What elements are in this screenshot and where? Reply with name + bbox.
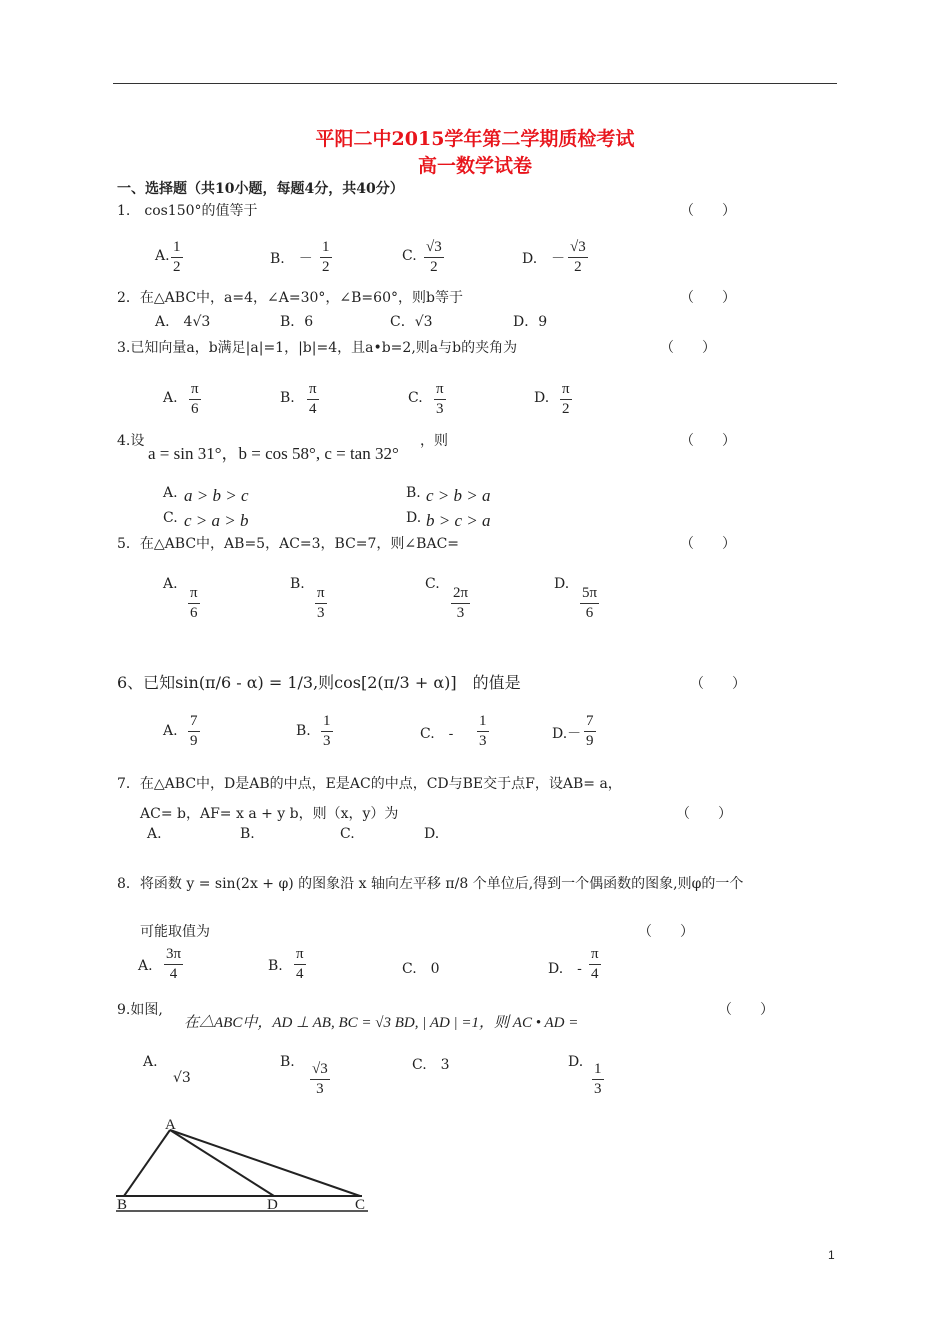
vertex-c-label: C	[355, 1197, 366, 1213]
option-a: A.	[163, 485, 178, 501]
question-expression: 在△ABC中，AD ⊥ AB, BC = √3 BD, | AD | =1，则 AC • AD =	[184, 1015, 579, 1031]
option-c: C．√3	[390, 314, 433, 330]
option-b-expression: c > b > a	[426, 486, 491, 505]
option-a-fraction: $\frac{7}{9}$	[190, 713, 198, 749]
option-a: A.	[163, 576, 178, 592]
option-c: C. -	[420, 726, 454, 742]
option-d: D. -	[548, 961, 582, 977]
option-b-fraction: $\frac{\pi}{4}$	[309, 381, 317, 417]
page-number: 1	[828, 1248, 835, 1262]
option-d-fraction: $\frac{\pi}{4}$	[591, 946, 599, 982]
vertex-b-label: B	[117, 1197, 128, 1213]
option-b-fraction: $\frac{√3}{3}$	[312, 1061, 328, 1097]
option-d: D.	[568, 1054, 584, 1070]
option-c-fraction: $\frac{2\pi}{3}$	[453, 585, 469, 621]
header-rule	[113, 83, 837, 84]
option-d-fraction: $\frac{1}{3}$	[594, 1061, 602, 1097]
answer-paren: （ ）	[718, 1002, 774, 1018]
option-b: B.	[280, 390, 295, 406]
option-b: B.	[290, 576, 305, 592]
option-a-fraction: $\frac{\pi}{6}$	[190, 585, 198, 621]
option-d: D.	[424, 826, 440, 842]
option-b: B.	[268, 958, 283, 974]
question-line-2: AC= b，AF= x a + y b，则（x，y）为	[140, 806, 399, 822]
option-c: C.	[340, 826, 355, 842]
option-d-expression: b > c > a	[426, 511, 491, 530]
answer-paren: （ ）	[676, 806, 732, 822]
option-d: D.	[406, 510, 422, 526]
option-d: D. －	[522, 251, 566, 267]
question-stem: 6、已知sin(π/6 - α) = 1/3,则cos[2(π/3 + α)] 的值是	[117, 673, 521, 692]
option-d: D．9	[513, 314, 548, 330]
option-c-expression: c > a > b	[184, 511, 249, 530]
option-b: B.	[296, 723, 311, 739]
option-c: C.	[425, 576, 440, 592]
answer-paren: （ ）	[660, 340, 716, 356]
option-b: B. －	[270, 251, 313, 267]
question-line-1: 7．在△ABC中，D是AB的中点，E是AC的中点，CD与BE交于点F，设AB= a，	[117, 776, 622, 792]
option-a-fraction: $\frac{\pi}{6}$	[191, 381, 199, 417]
answer-paren: （ ）	[690, 676, 746, 692]
option-d: D.－	[552, 726, 582, 742]
option-b: B．6	[280, 314, 314, 330]
question-stem: 5．在△ABC中，AB=5，AC=3，BC=7，则∠BAC=	[117, 536, 460, 552]
option-a: A.	[155, 248, 170, 264]
answer-paren: （ ）	[680, 290, 736, 306]
vertex-a-label: A	[165, 1117, 176, 1133]
option-a: A.	[143, 1054, 158, 1070]
exam-title: 平阳二中2015学年第二学期质检考试	[315, 128, 635, 150]
question-stem: 9.如图,	[117, 1002, 163, 1018]
answer-paren: （ ）	[680, 203, 736, 219]
option-d-fraction: $\frac{7}{9}$	[586, 713, 594, 749]
option-a: A.	[163, 390, 178, 406]
option-c: C.	[402, 248, 417, 264]
question-tail: ，则	[420, 433, 448, 449]
option-a: A. 4√3	[155, 314, 211, 330]
triangle-figure	[112, 1112, 374, 1217]
option-d-fraction: $\frac{\pi}{2}$	[562, 381, 570, 417]
option-c-fraction: $\frac{√3}{2}$	[426, 239, 442, 275]
option-c: C. 3	[412, 1057, 450, 1073]
option-c: C. 0	[402, 961, 440, 977]
option-b-fraction: $\frac{\pi}{3}$	[317, 585, 325, 621]
option-c-fraction: $\frac{1}{3}$	[479, 713, 487, 749]
option-d-fraction: $\frac{√3}{2}$	[570, 239, 586, 275]
option-b-fraction: $\frac{\pi}{4}$	[296, 946, 304, 982]
option-a-value: √3	[173, 1070, 191, 1086]
answer-paren: （ ）	[680, 536, 736, 552]
option-b: B.	[240, 826, 255, 842]
option-c: C.	[163, 510, 178, 526]
answer-paren: （ ）	[638, 924, 694, 940]
option-b: B.	[406, 485, 421, 501]
question-stem: 1. cos150°的值等于	[117, 203, 258, 219]
section-heading: 一、选择题（共10小题，每题4分，共40分）	[117, 181, 404, 197]
option-c-fraction: $\frac{\pi}{3}$	[436, 381, 444, 417]
option-c: C.	[408, 390, 423, 406]
answer-paren: （ ）	[680, 433, 736, 449]
question-line-2: 可能取值为	[140, 924, 210, 940]
option-a: A.	[138, 958, 153, 974]
option-b-fraction: $\frac{1}{2}$	[322, 239, 330, 275]
option-d-fraction: $\frac{5\pi}{6}$	[582, 585, 598, 621]
option-a: A.	[163, 723, 178, 739]
option-a-expression: a > b > c	[184, 486, 249, 505]
question-stem: 4.设	[117, 433, 145, 449]
option-d: D.	[554, 576, 570, 592]
option-a-fraction: $\frac{3\pi}{4}$	[166, 946, 182, 982]
question-expression: a = sin 31°，b = cos 58°, c = tan 32°	[148, 444, 399, 463]
option-b: B.	[280, 1054, 295, 1070]
vertex-d-label: D	[267, 1197, 278, 1213]
option-a-fraction: $\frac{1}{2}$	[173, 239, 181, 275]
question-line-1: 8．将函数 y = sin(2x + φ) 的图象沿 x 轴向左平移 π/8 个单位后,得到一个偶函数的图象,则φ的一个	[117, 876, 744, 892]
question-stem: 2．在△ABC中，a=4，∠A=30°，∠B=60°，则b等于	[117, 290, 463, 306]
question-stem: 3.已知向量a，b满足|a|=1，|b|=4，且a•b=2,则a与b的夹角为	[117, 340, 518, 356]
option-d: D.	[534, 390, 550, 406]
option-a: A.	[147, 826, 162, 842]
exam-subtitle: 高一数学试卷	[417, 155, 532, 177]
option-b-fraction: $\frac{1}{3}$	[323, 713, 331, 749]
